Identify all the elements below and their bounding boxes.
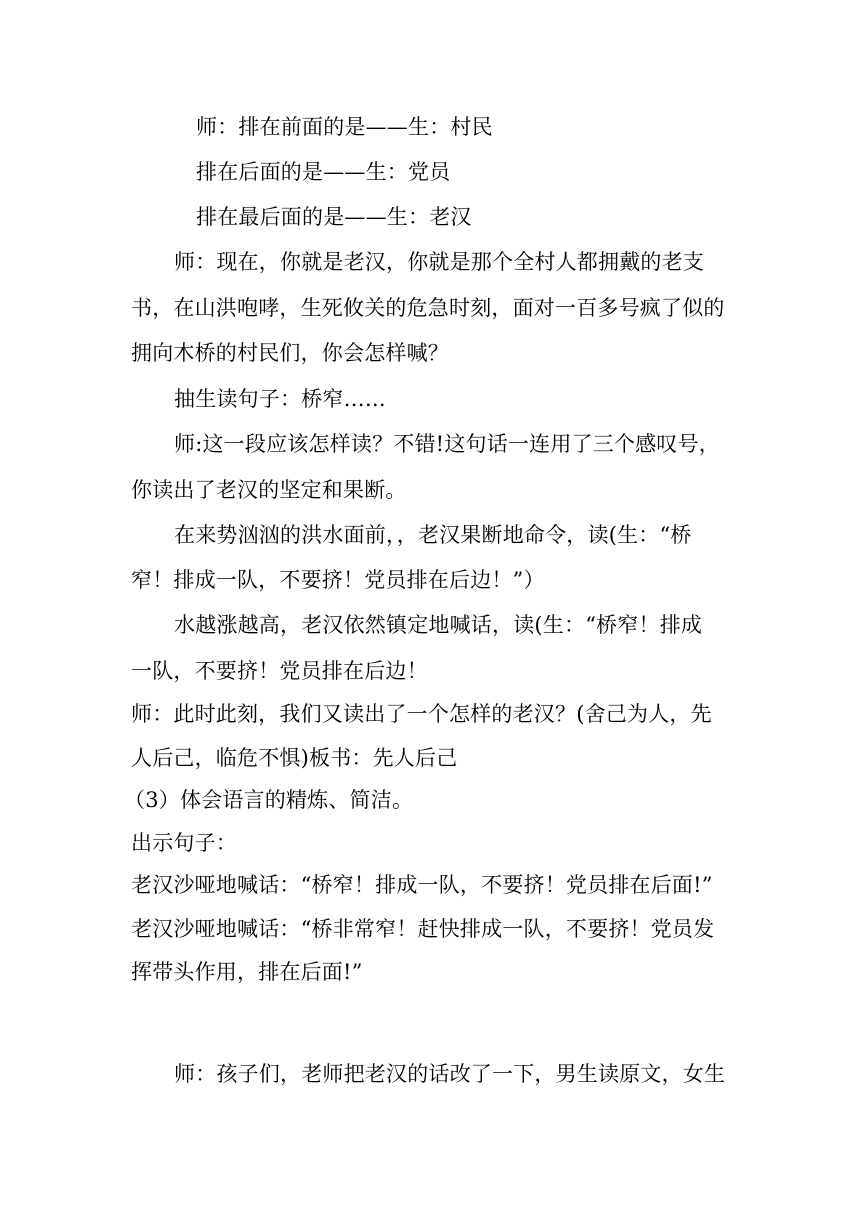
text-line: 窄！排成一队，不要挤！党员排在后边！”）	[131, 568, 545, 592]
text-line: 挥带头作用，排在后面!”	[131, 960, 363, 984]
text-line: 书，在山洪咆哮，生死攸关的危急时刻，面对一百多号疯了似的	[131, 296, 725, 320]
text-line: 在来势汹汹的洪水面前，，老汉果断地命令，读(生：“桥	[174, 523, 692, 547]
text-line: 师：排在前面的是——生：村民	[196, 115, 493, 139]
text-line: 水越涨越高，老汉依然镇定地喊话，读(生：“桥窄！排成	[174, 613, 703, 637]
text-line: 老汉沙哑地喊话：“桥窄！排成一队，不要挤！党员排在后面!”	[131, 873, 713, 897]
text-line: 师：现在，你就是老汉，你就是那个全村人都拥戴的老支	[174, 250, 704, 274]
text-line: 师：此时此刻，我们又读出了一个怎样的老汉？(舍己为人，先	[131, 702, 712, 726]
text-line: 拥向木桥的村民们，你会怎样喊？	[131, 341, 449, 365]
text-line: 排在后面的是——生：党员	[196, 160, 451, 184]
text-line: 老汉沙哑地喊话：“桥非常窄！赶快排成一队，不要挤！党员发	[131, 917, 715, 941]
text-line: 抽生读句子：桥窄……	[174, 387, 386, 411]
text-line: 一队，不要挤！党员排在后边！	[131, 659, 428, 683]
text-line: 师:这一段应该怎样读？不错!这句话一连用了三个感叹号，	[174, 432, 720, 456]
text-line: 排在最后面的是——生：老汉	[196, 205, 472, 229]
text-line: 人后己，临危不惧)板书：先人后己	[131, 746, 458, 770]
text-line: 出示句子：	[131, 831, 237, 855]
text-line: （3）体会语言的精炼、简洁。	[124, 788, 414, 812]
text-line: 你读出了老汉的坚定和果断。	[131, 478, 407, 502]
text-line: 师：孩子们，老师把老汉的话改了一下，男生读原文，女生	[174, 1062, 726, 1086]
